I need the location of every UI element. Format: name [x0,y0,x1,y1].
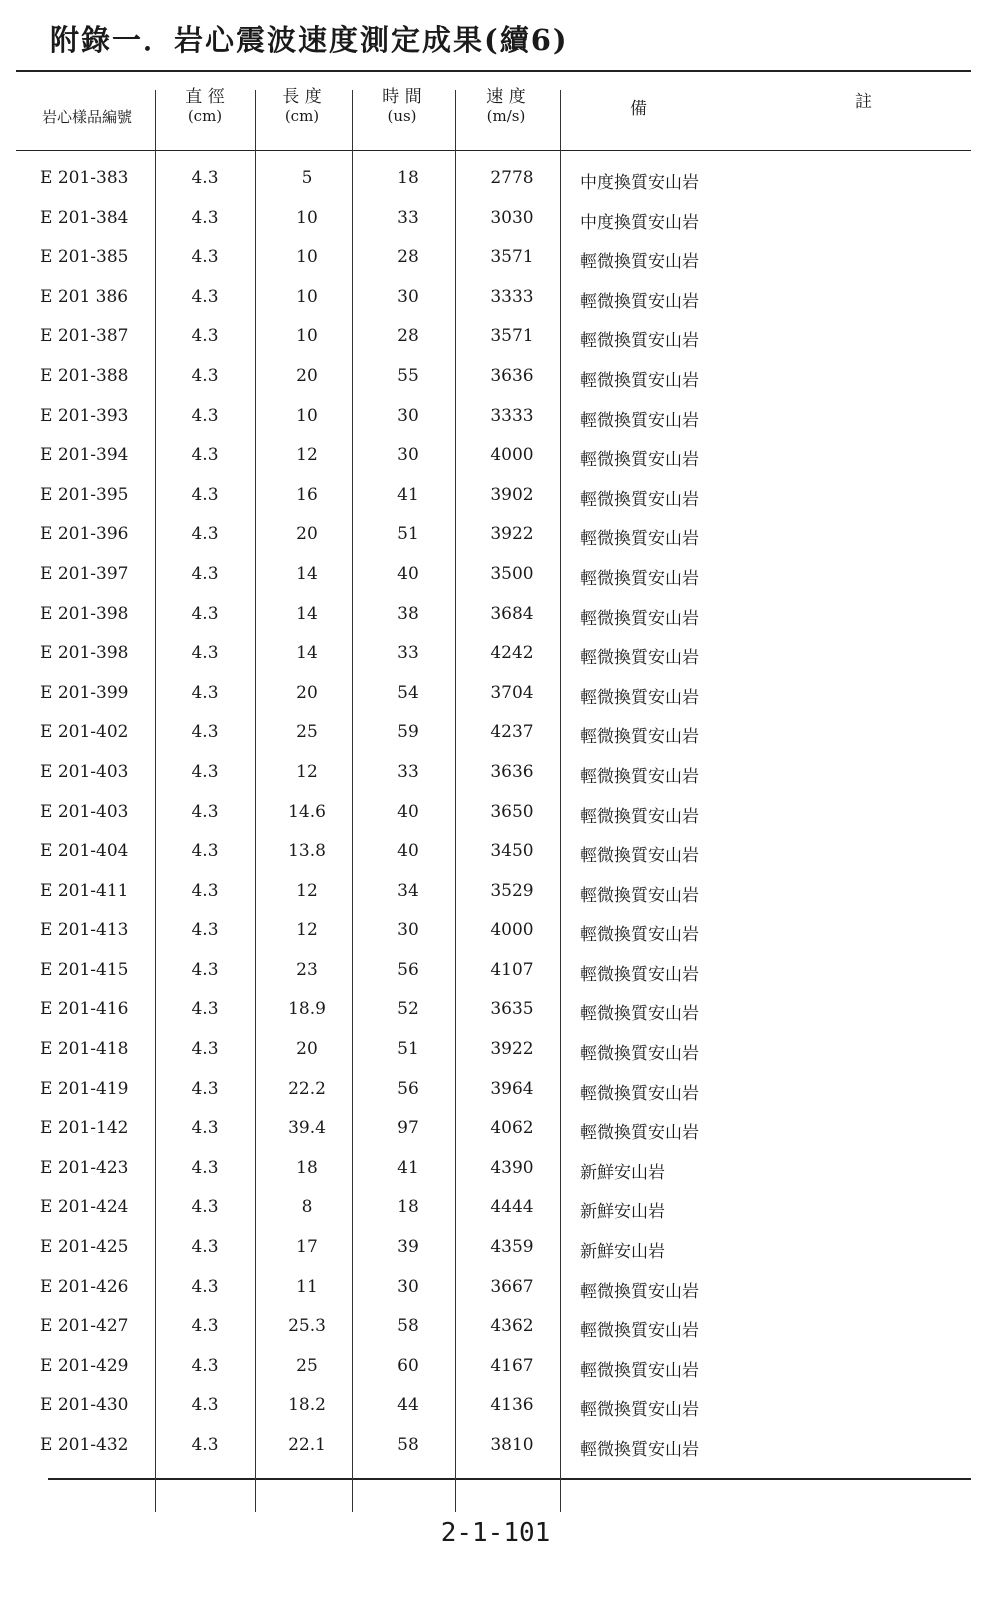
table-row [0,833,991,873]
table-row [0,437,991,477]
velocity-cell: 3529 [490,880,534,901]
sample-id-cell: E 201-426 [40,1276,129,1297]
header-velocity-unit: (m/s) [486,107,526,125]
sample-id-cell: E 201-427 [40,1316,129,1337]
sample-id-cell: E 201-393 [40,405,129,426]
remark-cell: 輕微換質安山岩 [580,846,699,867]
time-cell: 33 [397,207,419,228]
table-row [0,1189,991,1229]
diameter-cell: 4.3 [191,999,219,1020]
time-cell: 41 [397,484,419,505]
header-length-unit: (cm) [284,107,320,125]
length-cell: 25 [296,722,318,743]
table-row [0,1071,991,1111]
remark-cell: 輕微換質安山岩 [580,766,699,787]
length-cell: 17 [296,1237,318,1258]
remark-cell: 輕微換質安山岩 [580,1044,699,1065]
table-row [0,754,991,794]
time-cell: 30 [397,405,419,426]
header-diameter-label: 直 徑 [185,87,225,107]
remark-cell: 輕微換質安山岩 [580,608,699,629]
time-cell: 34 [397,880,419,901]
table-row [0,477,991,517]
velocity-cell: 3333 [490,286,534,307]
length-cell: 14 [296,603,318,624]
length-cell: 18.9 [288,999,326,1020]
time-cell: 58 [397,1316,419,1337]
length-cell: 11 [296,1276,318,1297]
length-cell: 18 [296,1157,318,1178]
sample-id-cell: E 201-397 [40,563,129,584]
velocity-cell: 4444 [490,1197,534,1218]
time-cell: 33 [397,761,419,782]
remark-cell: 輕微換質安山岩 [580,806,699,827]
sample-id-cell: E 201-385 [40,247,129,268]
sample-id-cell: E 201-398 [40,603,129,624]
remark-cell: 新鮮安山岩 [580,1162,665,1183]
time-cell: 52 [397,999,419,1020]
velocity-cell: 4362 [490,1316,534,1337]
diameter-cell: 4.3 [191,405,219,426]
diameter-cell: 4.3 [191,603,219,624]
sample-id-cell: E 201-415 [40,959,129,980]
velocity-cell: 3964 [490,1078,534,1099]
header-velocity [462,88,550,126]
sample-id-cell: E 201-403 [40,761,129,782]
length-cell: 22.1 [288,1435,326,1455]
diameter-cell: 4.3 [191,920,219,941]
remark-cell: 新鮮安山岩 [580,1242,665,1263]
velocity-cell: 4242 [490,643,534,664]
velocity-cell: 3030 [490,207,534,228]
diameter-cell: 4.3 [191,445,219,466]
diameter-cell: 4.3 [191,563,219,584]
header-remark-2: 註 [855,92,872,112]
length-cell: 10 [296,405,318,426]
length-cell: 16 [296,484,318,505]
velocity-cell: 3667 [490,1276,534,1297]
sample-id-cell: E 201 386 [40,286,129,307]
table-row [0,279,991,319]
length-cell: 12 [296,920,318,941]
diameter-cell: 4.3 [191,1197,219,1218]
header-time-label: 時 間 [382,87,422,107]
velocity-cell: 4237 [490,722,534,743]
time-cell: 33 [397,643,419,664]
sample-id-cell: E 201-388 [40,365,129,386]
velocity-cell: 3922 [490,1039,534,1060]
length-cell: 10 [296,247,318,268]
time-cell: 40 [397,563,419,584]
remark-cell: 輕微換質安山岩 [580,1123,699,1144]
diameter-cell: 4.3 [191,880,219,901]
page-number: 2-1-101 [440,1518,551,1548]
length-cell: 20 [296,1039,318,1060]
table-row [0,1110,991,1150]
table-row [0,318,991,358]
length-cell: 12 [296,880,318,901]
length-cell: 5 [301,168,313,188]
table-top-rule [16,70,971,72]
velocity-cell: 3636 [490,365,534,386]
diameter-cell: 4.3 [191,1276,219,1297]
table-row [0,160,991,200]
length-cell: 25.3 [288,1316,326,1337]
remark-cell: 輕微換質安山岩 [580,727,699,748]
length-cell: 10 [296,326,318,347]
table-row [0,1308,991,1348]
time-cell: 51 [397,1039,419,1060]
velocity-cell: 3571 [490,326,534,347]
velocity-cell: 3650 [490,801,534,822]
velocity-cell: 3636 [490,761,534,782]
velocity-cell: 3684 [490,603,534,624]
diameter-cell: 4.3 [191,1039,219,1060]
length-cell: 18.2 [288,1395,326,1416]
table-row [0,516,991,556]
time-cell: 59 [397,722,419,743]
time-cell: 30 [397,286,419,307]
diameter-cell: 4.3 [191,1078,219,1099]
table-row [0,200,991,240]
sample-id-cell: E 201-403 [40,801,129,822]
diameter-cell: 4.3 [191,801,219,822]
velocity-cell: 3500 [490,563,534,584]
remark-cell: 輕微換質安山岩 [580,1281,699,1302]
table-row [0,675,991,715]
table-row [0,1031,991,1071]
diameter-cell: 4.3 [191,1355,219,1376]
remark-cell: 中度換質安山岩 [580,173,699,193]
sample-id-cell: E 201-396 [40,524,129,545]
length-cell: 13.8 [288,841,326,862]
remark-cell: 輕微換質安山岩 [580,1321,699,1342]
table-bottom-rule [48,1478,971,1480]
time-cell: 28 [397,326,419,347]
diameter-cell: 4.3 [191,841,219,862]
length-cell: 39.4 [288,1118,326,1139]
table-row [0,794,991,834]
length-cell: 10 [296,286,318,307]
diameter-cell: 4.3 [191,959,219,980]
diameter-cell: 4.3 [191,761,219,782]
sample-id-cell: E 201-432 [40,1435,129,1455]
time-cell: 30 [397,1276,419,1297]
time-cell: 38 [397,603,419,624]
table-row [0,1348,991,1388]
remark-cell: 輕微換質安山岩 [580,450,699,471]
length-cell: 8 [301,1197,313,1218]
velocity-cell: 3810 [490,1435,534,1455]
remark-cell: 輕微換質安山岩 [580,410,699,431]
length-cell: 12 [296,445,318,466]
velocity-cell: 2778 [490,168,534,188]
velocity-cell: 3333 [490,405,534,426]
length-cell: 10 [296,207,318,228]
diameter-cell: 4.3 [191,1435,219,1455]
header-time [362,88,442,126]
length-cell: 25 [296,1355,318,1376]
diameter-cell: 4.3 [191,1316,219,1337]
table-row [0,358,991,398]
table-row [0,1387,991,1427]
velocity-cell: 4107 [490,959,534,980]
time-cell: 18 [397,168,419,188]
remark-cell: 輕微換質安山岩 [580,648,699,669]
remark-cell: 輕微換質安山岩 [580,370,699,391]
sample-id-cell: E 201-142 [40,1118,129,1139]
time-cell: 18 [397,1197,419,1218]
sample-id-cell: E 201-423 [40,1157,129,1178]
diameter-cell: 4.3 [191,682,219,703]
table-row [0,1150,991,1190]
sample-id-cell: E 201-399 [40,682,129,703]
length-cell: 22.2 [288,1078,326,1099]
sample-id-cell: E 201-419 [40,1078,129,1099]
time-cell: 97 [397,1118,419,1139]
table-row [0,991,991,1031]
sample-id-cell: E 201-395 [40,484,129,505]
time-cell: 51 [397,524,419,545]
remark-cell: 輕微換質安山岩 [580,529,699,550]
sample-id-cell: E 201-424 [40,1197,129,1218]
time-cell: 30 [397,920,419,941]
table-row [0,1269,991,1309]
remark-cell: 輕微換質安山岩 [580,1400,699,1421]
remark-cell: 輕微換質安山岩 [580,964,699,985]
diameter-cell: 4.3 [191,643,219,664]
sample-id-cell: E 201-411 [40,880,129,901]
header-time-unit: (us) [387,107,417,125]
diameter-cell: 4.3 [191,1118,219,1139]
time-cell: 54 [397,682,419,703]
length-cell: 20 [296,524,318,545]
time-cell: 56 [397,959,419,980]
time-cell: 40 [397,841,419,862]
length-cell: 20 [296,682,318,703]
header-diameter-unit: (cm) [187,107,223,125]
sample-id-cell: E 201-394 [40,445,129,466]
sample-id-cell: E 201-430 [40,1395,129,1416]
sample-id-cell: E 201-416 [40,999,129,1020]
diameter-cell: 4.3 [191,1157,219,1178]
table-row [0,952,991,992]
remark-cell: 輕微換質安山岩 [580,1004,699,1025]
page-title: 附錄一．岩心震波速度測定成果(續6) [50,23,569,57]
table-row [0,239,991,279]
table-row [0,1229,991,1269]
table-row [0,873,991,913]
table-row [0,556,991,596]
table-row [0,398,991,438]
diameter-cell: 4.3 [191,326,219,347]
header-length [262,88,342,126]
remark-cell: 輕微換質安山岩 [580,331,699,352]
sample-id-cell: E 201-383 [40,168,129,188]
sample-id-cell: E 201-429 [40,1355,129,1376]
diameter-cell: 4.3 [191,1395,219,1416]
velocity-cell: 4359 [490,1237,534,1258]
velocity-cell: 3922 [490,524,534,545]
time-cell: 41 [397,1157,419,1178]
sample-id-cell: E 201-402 [40,722,129,743]
header-remark-1: 備 [630,99,647,119]
velocity-cell: 3571 [490,247,534,268]
diameter-cell: 4.3 [191,207,219,228]
diameter-cell: 4.3 [191,365,219,386]
velocity-cell: 4167 [490,1355,534,1376]
table-row [0,912,991,952]
diameter-cell: 4.3 [191,168,219,188]
length-cell: 12 [296,761,318,782]
remark-cell: 輕微換質安山岩 [580,252,699,273]
time-cell: 60 [397,1355,419,1376]
table-row [0,1427,991,1467]
diameter-cell: 4.3 [191,1237,219,1258]
diameter-cell: 4.3 [191,524,219,545]
table-row [0,596,991,636]
remark-cell: 輕微換質安山岩 [580,1440,699,1460]
time-cell: 56 [397,1078,419,1099]
velocity-cell: 4000 [490,445,534,466]
velocity-cell: 4000 [490,920,534,941]
length-cell: 14.6 [288,801,326,822]
header-velocity-label: 速 度 [486,87,526,107]
sample-id-cell: E 201-418 [40,1039,129,1060]
sample-id-cell: E 201-413 [40,920,129,941]
sample-id-cell: E 201-404 [40,841,129,862]
length-cell: 14 [296,563,318,584]
time-cell: 40 [397,801,419,822]
remark-cell: 輕微換質安山岩 [580,1360,699,1381]
diameter-cell: 4.3 [191,286,219,307]
table-body [0,160,991,1467]
table-row [0,635,991,675]
velocity-cell: 4062 [490,1118,534,1139]
velocity-cell: 3902 [490,484,534,505]
velocity-cell: 4390 [490,1157,534,1178]
velocity-cell: 4136 [490,1395,534,1416]
header-sample-id: 岩心樣品編號 [41,108,132,126]
diameter-cell: 4.3 [191,247,219,268]
header-bottom-rule [16,150,971,151]
time-cell: 28 [397,247,419,268]
remark-cell: 輕微換質安山岩 [580,291,699,312]
length-cell: 14 [296,643,318,664]
length-cell: 23 [296,959,318,980]
remark-cell: 中度換質安山岩 [580,212,699,233]
remark-cell: 輕微換質安山岩 [580,1083,699,1104]
diameter-cell: 4.3 [191,484,219,505]
time-cell: 39 [397,1237,419,1258]
sample-id-cell: E 201-425 [40,1237,129,1258]
time-cell: 30 [397,445,419,466]
header-length-label: 長 度 [282,87,322,107]
time-cell: 44 [397,1395,419,1416]
length-cell: 20 [296,365,318,386]
time-cell: 55 [397,365,419,386]
velocity-cell: 3704 [490,682,534,703]
remark-cell: 輕微換質安山岩 [580,925,699,946]
sample-id-cell: E 201-387 [40,326,129,347]
diameter-cell: 4.3 [191,722,219,743]
header-diameter [165,88,245,126]
velocity-cell: 3450 [490,841,534,862]
remark-cell: 輕微換質安山岩 [580,687,699,708]
sample-id-cell: E 201-384 [40,207,129,228]
table-row [0,714,991,754]
remark-cell: 輕微換質安山岩 [580,489,699,510]
time-cell: 58 [397,1435,419,1455]
remark-cell: 新鮮安山岩 [580,1202,665,1223]
sample-id-cell: E 201-398 [40,643,129,664]
remark-cell: 輕微換質安山岩 [580,885,699,906]
remark-cell: 輕微換質安山岩 [580,568,699,589]
velocity-cell: 3635 [490,999,534,1020]
